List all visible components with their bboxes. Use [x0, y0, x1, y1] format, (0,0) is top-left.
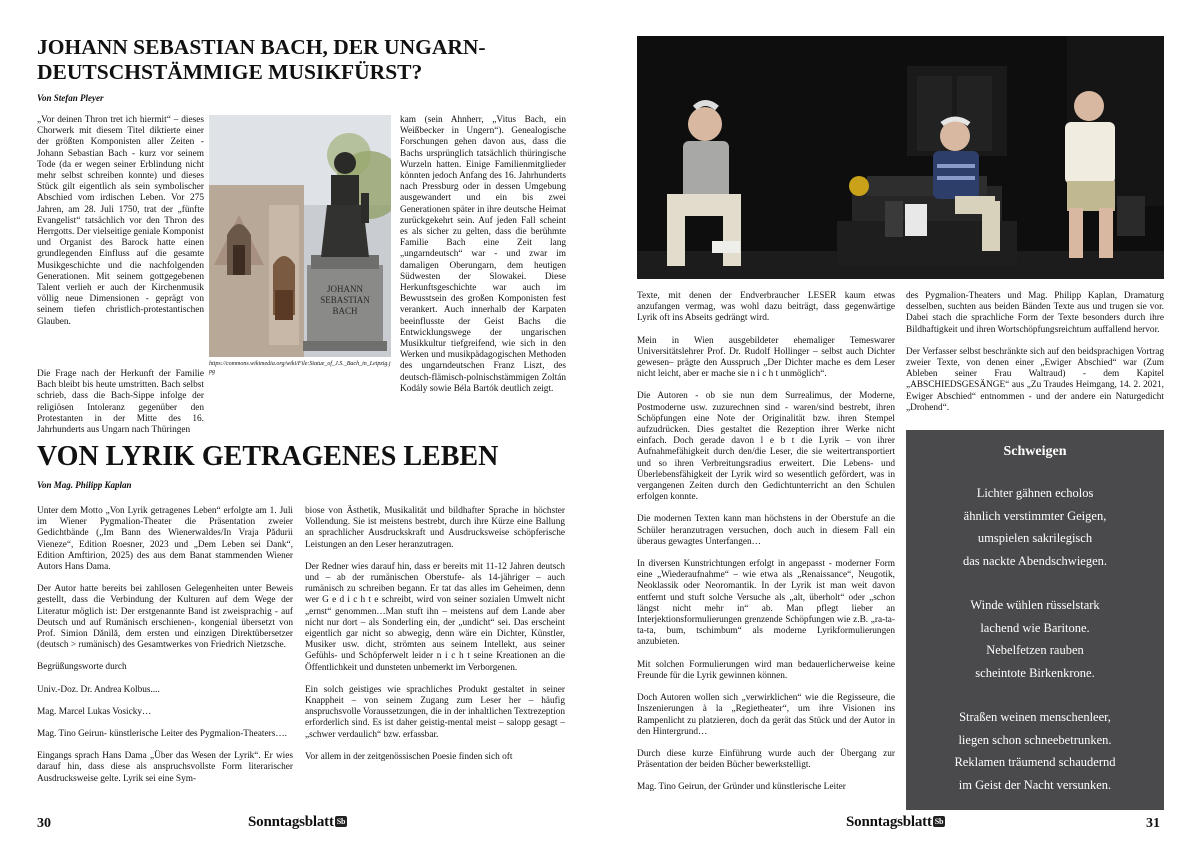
paragraph: Univ.-Doz. Dr. Andrea Kolbus....	[37, 684, 160, 695]
poem-line: Nebelfetzen rauben	[986, 643, 1084, 657]
paragraph: In diversen Kunstrichtungen erfolgt in angepasst - moderner Form eine „Wiederaufnahme“ – wie etwa als „Renaissance“, Neugotik, Neoklassik oder Neoromantik. In der Lyrik ist man weit davon entfernt und stuft solche Versuche als „alt, überholt“ oder „schon längst nicht mehr in“ ab. Man pflegt lieber an Interjektionsformulierungen grenzende Schöpfungen wie z.B. „ra-ta-ta-ta, bum, tschimbum“ als moderne Lyrikformulierungen anzubieten.	[637, 559, 895, 648]
page-number-right: 31	[1146, 816, 1160, 831]
article-title-lyrik: VON LYRIK GETRAGENES LEBEN	[37, 441, 499, 472]
paragraph: des Pygmalion-Theaters und Mag. Philipp Kaplan, Dramaturg desselben, suchten aus beiden Bänden Texte aus und trugen sie vor. Dabei stach die sprachliche Form der Texte besonders durch ihre Bildhaftigkeit und ihren Wortschöpfungsreichtum auffallend hervor.	[906, 291, 1164, 335]
logo-badge-icon: Sb	[934, 817, 944, 826]
paragraph: Mag. Marcel Lukas Vosicky…	[37, 706, 152, 717]
paragraph: biose von Ästhetik, Musikalität und bildhafter Sprache in höchster Vollendung. Sie ist meistens bestrebt, durch ihre Kürze eine Ballung an sprachlicher Ausdruckskraft und Ausdrucksweise schöpferische Leistungen an den Leser heranzutragen.	[305, 506, 565, 550]
statue-inscription-sebastian: SEBASTIAN	[320, 295, 370, 305]
paragraph: Der Autor hatte bereits bei zahllosen Gelegenheiten unter Beweis gestellt, dass die Verbindung der Kulturen auf dem Wege der Literatur möglich ist: Der erstgenannte Band ist zweisprachig - auf Deutsch und auf Rumänisch erschienen-, kongenial übersetzt von Prof. Simion Dănilă, dem ersten und einzigen Direktübersetzer (deutsch > rumänisch) des Gesamtwerkes von Friedrich Nietzsche.	[37, 584, 293, 651]
article-title-bach: JOHANN SEBASTIAN BACH, DER UNGARN- DEUTSCHSTÄMMIGE MUSIKFÜRST?	[37, 35, 486, 84]
bach-statue-illustration	[209, 115, 391, 357]
paragraph: Eingangs sprach Hans Dama „Über das Wesen der Lyrik“. Er wies darauf hin, dass diese als anspruchsvollste Form literarischer Ausdrucksweise gelte. Lyrik sei eine Sym-	[37, 751, 293, 784]
paragraph: Durch diese kurze Einführung wurde auch der Übergang zur Präsentation der beiden Bücher bewerkstelligt.	[637, 748, 895, 771]
lyrik-right-col1	[637, 291, 895, 805]
logo-badge-icon: Sb	[336, 817, 346, 826]
poem-title: Schweigen	[1003, 444, 1067, 459]
paragraph: Vor allem in der zeitgenössischen Poesie finden sich oft	[305, 751, 513, 762]
sonntagsblatt-logo-right: Sonntagsblatt Sb	[846, 814, 944, 830]
paragraph: Begrüßungsworte durch	[37, 662, 127, 673]
paragraph: Unter dem Motto „Von Lyrik getragenes Leben“ erfolgte am 1. Juli im Wiener Pygmalion-Theater die Präsentation zweier Gedichtbände („Im Bann des Wienerwaldes/In Vraja Pădurii Vieneze“, Edition Roesner, 2023 und „Dem Leben sei Dank“, Edition Amftirion, 2025) des aus dem Banat stammenden Wiener Autors Hans Dama.	[37, 506, 293, 573]
poem-line: umspielen sakrilegisch	[977, 531, 1093, 545]
poem-line: lachend wie Baritone.	[980, 620, 1090, 635]
poem-line: Winde wühlen rüsselstark	[970, 598, 1100, 612]
paragraph: Mein in Wien ausgebildeter ehemaliger Temeswarer Universitätslehrer Prof. Dr. Rudolf Hollinger – selbst auch Dichter gewesen– prägte den Ausspruch „Der Dichter mache es dem Leser nicht leicht, aber er mache sie n i c h t unmöglich“.	[637, 335, 895, 380]
paragraph: Mag. Tino Geirun, der Gründer und künstlerische Leiter	[637, 782, 846, 793]
theater-stage-photo	[637, 36, 1164, 279]
byline-lyrik: Von Mag. Philipp Kaplan	[37, 480, 132, 490]
poem-line: Lichter gähnen echolos	[976, 486, 1094, 500]
byline-bach: Von Stefan Pleyer	[37, 93, 104, 103]
paragraph: Der Redner wies darauf hin, dass er bereits mit 11-12 Jahren deutsch und – ab der rumänischen Oberstufe- als 14-jähriger – auch rumänisch zu schreiben begann. Er tat das alles im Geheimen, denn wer G e d i c h t e schreibt, wird von seiner sozialen Umwelt nicht „ernst“ genommen…Man stuft ihn – meistens auf dem Lande aber nicht nur dort – als Sonderling ein, der „undicht“ sei. Das erscheint eigentlich gar nicht so abwegig, denn wäre ein Dichter, Künstler, Musiker usw. dicht, strömten aus seinem Intellekt, aus seiner Gefühls- und Schöpferwelt leider n i c h t seine Kreationen an die Öffentlichkeit und dunsteten unbemerkt im Verborgenen.	[305, 561, 565, 673]
paragraph: Mit solchen Formulierungen wird man bedauerlicherweise keine Freunde für die Lyrik gewinnen können.	[637, 659, 895, 681]
lyrik-left-col1	[37, 506, 293, 796]
poem-stanza-3	[906, 706, 1164, 796]
theater-photo-illustration	[637, 36, 1164, 279]
poem-line: liegen schon schneebetrunken.	[958, 732, 1112, 747]
bach-col2: kam (sein Ahnherr, „Vitus Bach, ein Weißbecker in Ungern“). Genealogische Forschungen gehen davon aus, dass die Bachs ursprünglich tatsächlich thüringische Wurzeln hatten. Einige Familienmitglieder könnten jedoch Anfang des 16. Jahrhunderts nach Pressburg oder in dessen Umgebung ausgewandert und ein bis zwei Generationen später in ihre deutsche Heimat zurückgekehrt sein. Auf jeden Fall scheint es als sicher zu gelten, dass die berühmte Familie Bach eine Zeit lang „ungarndeutsch“ war - und zwar im damaligen Oberungarn, dem heutigen Südwesten der Slowakei. Diese Herkunftsgeschichte war auch im Bewusstsein des großen Komponisten fest verankert. Auch innerhalb der Karpaten beeinflusste der Geist Bachs die Entwicklungswege der ungarischen Musikkultur tiefgreifend, wie sich in den Werken und musikpädagogischen Methoden des ungarndeutschen Franz Liszt, des deutsch-flämisch-polnischstämmigen Zoltán Kodály sowie Béla Bartók deutlich zeigt.	[400, 115, 566, 394]
paragraph: Mag. Tino Geirun- künstlerische Leiter des Pygmalion-Theaters….	[37, 729, 287, 740]
paragraph: Der Verfasser selbst beschränkte sich auf den beidsprachigen Vortrag zweier Texte, von denen einer „Ewiger Abschied“ war (Zum Ableben seiner Frau Waltraud) - dem Kapitel „ABSCHIEDSGESÄNGE“ aus „Zu Traudes Heimgang, 14. 2. 2021, Ewiger Abschied“ entnommen - und der andere ein Naturgedicht „Drohend“.	[906, 346, 1164, 413]
poem-stanza-1	[906, 482, 1164, 572]
poem-box	[906, 430, 1164, 810]
paragraph: Die modernen Texten kann man höchstens in der Oberstufe an die Schüler heranzutragen versuchen, doch auch in diesem Fall ein überaus gewagtes Unterfangen…	[637, 514, 895, 547]
poem-line: scheintote Birkenkrone.	[975, 665, 1095, 680]
paragraph: Texte, mit denen der Endverbraucher LESER kaum etwas anzufangen vermag, was wohl dazu beiträgt, dass gegenwärtige Lyrik oft ins Abseits gedrängt wird.	[637, 291, 895, 324]
sonntagsblatt-logo-left: Sonntagsblatt Sb	[248, 814, 346, 830]
poem-line: Straßen weinen menschenleer,	[959, 710, 1111, 724]
paragraph: Ein solch geistiges wie sprachliches Produkt gestaltet in seiner Knappheit – von seinem Zugang zum Leser her – häufig anspruchsvolle Voraussetzungen, die in der inhaltlichen Textrezeption erforderlich sind. Es ist daher geistig-mental meist – salopp gesagt – „schwer verdaulich“ bzw. erfassbar.	[305, 684, 565, 740]
page-number-left: 30	[37, 816, 51, 831]
statue-inscription-bach: BACH	[332, 306, 358, 316]
bach-statue-image	[209, 115, 391, 357]
lyrik-left-col2	[305, 506, 565, 774]
poem-line: Reklamen träumend schaudernd	[954, 755, 1116, 769]
bach-col1-top: „Vor deinen Thron tret ich hiermit“ – dieses Chorwerk mit diesem Titel diktierte einer der größten Komponisten aller Zeiten - Johann Sebastian Bach - kurz vor seinem Tode (da er wegen seiner Erblindung nicht mehr selbst schreiben konnte) und dieses Stück gilt eigentlich als sein symbolischer Abschied vom irdischen Leben. Vor 275 Jahren, am 28. Juli 1750, trat der „fünfte Evangelist“ tatsächlich vor den Thron des Herrgotts. Der vielseitige geniale Komponist und Organist des Barock hatte einen grundlegenden Einfluss auf die gesamte Musikgeschichte und die nachfolgenden Generationen. Mit seinem gottgegebenen Talent verlieh er auch der Kirchenmusik völlig neue Dimensionen - geprägt von seinem tiefen christlich-protestantischen Glauben.	[37, 115, 204, 327]
paragraph: Doch Autoren wollen sich „verwirklichen“ wie die Regisseure, die Inszenierungen à la „Regietheater“, um ihre Visionen ins Rampenlicht zu platzieren, doch da gerät das Stück und der Autor in den Hintergrund…	[637, 693, 895, 737]
poem-stanza-2	[906, 594, 1164, 684]
lyrik-right-col2	[906, 291, 1164, 425]
statue-inscription-johann: JOHANN	[327, 284, 363, 294]
poem-line: im Geist der Nacht versunken.	[958, 777, 1112, 792]
poem-line: ähnlich verstimmter Geigen,	[963, 508, 1107, 523]
poem-line: das nackte Abendschwiegen.	[962, 553, 1108, 568]
bach-col1-bottom-a: Die Frage nach der Herkunft der Familie Bach bleibt bis heute umstritten. Bach selbst schrieb, dass die Bach-Sippe infolge der religiösen Intoleranz gegenüber den Protestanten in der Mitte des 16. Jahrhunderts aus Ungarn nach Thüringen	[37, 369, 204, 436]
image-caption: https://commons.wikimedia.org/wiki/File:Statue_of_J.S._Bach_in_Leipzig.jpg	[209, 361, 391, 375]
paragraph: Die Autoren - ob sie nun dem Surrealimus, der Moderne, Postmoderne usw. zuzurechnen sind - waren/sind bestrebt, ihren Schöpfungen eine Note der Originalität bzw. ihren Stempel aufzudrücken. Dies gestaltet die Rezeption ihrer Werke nicht einfach. Doch gerade davon l e b t die Lyrik – von ihrer Aufnahmefähigkeit durch den/die Leser, die sie weitertransportiert und so ihren Verbreitungsradius erweitert. Die Lebens- und Überlebensfähigkeit der Lyrik wird so wesentlich gefördert, was in vergangenen Zeiten durch den Gedichtunterricht an den Schulen erfolgen konnte.	[637, 391, 895, 503]
